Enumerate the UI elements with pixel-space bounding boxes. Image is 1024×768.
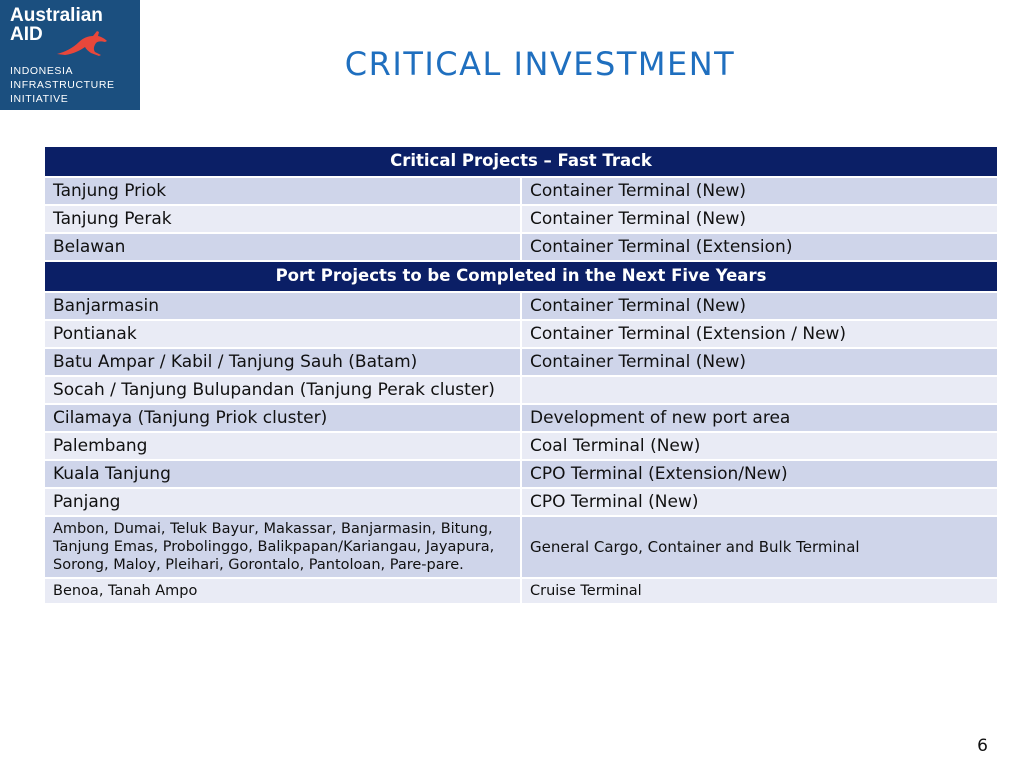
port-cell: Socah / Tanjung Bulupandan (Tanjung Perak cluster)	[44, 376, 521, 404]
project-cell: Container Terminal (New)	[521, 205, 998, 233]
port-cell: Banjarmasin	[44, 292, 521, 320]
project-cell: CPO Terminal (New)	[521, 488, 998, 516]
project-cell: Coal Terminal (New)	[521, 432, 998, 460]
table-row	[44, 488, 998, 516]
project-cell: Container Terminal (Extension / New)	[521, 320, 998, 348]
table-row	[44, 404, 998, 432]
section-header-row	[44, 146, 998, 177]
port-cell: Ambon, Dumai, Teluk Bayur, Makassar, Banjarmasin, Bitung, Tanjung Emas, Probolinggo, Balikpapan/Kariangau, Jayapura, Sorong, Maloy, Pleihari, Gorontalo, Pantoloan, Pare-pare.	[44, 516, 521, 578]
australian-aid-logo	[0, 0, 140, 110]
logo-line-aid: AID	[10, 24, 43, 45]
logo-sub-initiative: INITIATIVE	[10, 93, 69, 105]
section-header-fast-track: Critical Projects – Fast Track	[44, 146, 998, 177]
logo-sub-infrastructure: INFRASTRUCTURE	[10, 79, 115, 91]
project-cell	[521, 376, 998, 404]
logo-sub-indonesia: INDONESIA	[10, 65, 74, 77]
table-row	[44, 432, 998, 460]
table-row	[44, 516, 998, 578]
section-header-row	[44, 261, 998, 292]
port-cell: Tanjung Perak	[44, 205, 521, 233]
project-cell: Container Terminal (Extension)	[521, 233, 998, 261]
port-cell: Cilamaya (Tanjung Priok cluster)	[44, 404, 521, 432]
table-row	[44, 376, 998, 404]
port-cell: Panjang	[44, 488, 521, 516]
investment-table-container	[43, 145, 999, 605]
page-number: 6	[977, 736, 988, 756]
table-row	[44, 233, 998, 261]
project-cell: General Cargo, Container and Bulk Terminal	[521, 516, 998, 578]
table-row	[44, 292, 998, 320]
page-title: CRITICAL INVESTMENT	[344, 45, 736, 83]
project-cell: Container Terminal (New)	[521, 292, 998, 320]
kangaroo-icon	[55, 28, 109, 58]
project-cell: Development of new port area	[521, 404, 998, 432]
table-row	[44, 460, 998, 488]
project-cell: Container Terminal (New)	[521, 177, 998, 205]
port-cell: Kuala Tanjung	[44, 460, 521, 488]
port-cell: Pontianak	[44, 320, 521, 348]
table-row	[44, 578, 998, 604]
table-row	[44, 320, 998, 348]
port-cell: Palembang	[44, 432, 521, 460]
logo-subtitle	[10, 64, 140, 106]
port-cell: Batu Ampar / Kabil / Tanjung Sauh (Batam)	[44, 348, 521, 376]
port-cell: Benoa, Tanah Ampo	[44, 578, 521, 604]
table-row	[44, 177, 998, 205]
logo-line-australian: Australian	[10, 5, 103, 26]
project-cell: Container Terminal (New)	[521, 348, 998, 376]
port-cell: Tanjung Priok	[44, 177, 521, 205]
table-row	[44, 205, 998, 233]
project-cell: CPO Terminal (Extension/New)	[521, 460, 998, 488]
section-header-next-five-years: Port Projects to be Completed in the Next Five Years	[44, 261, 998, 292]
port-cell: Belawan	[44, 233, 521, 261]
project-cell: Cruise Terminal	[521, 578, 998, 604]
table-row	[44, 348, 998, 376]
investment-table	[43, 145, 999, 605]
